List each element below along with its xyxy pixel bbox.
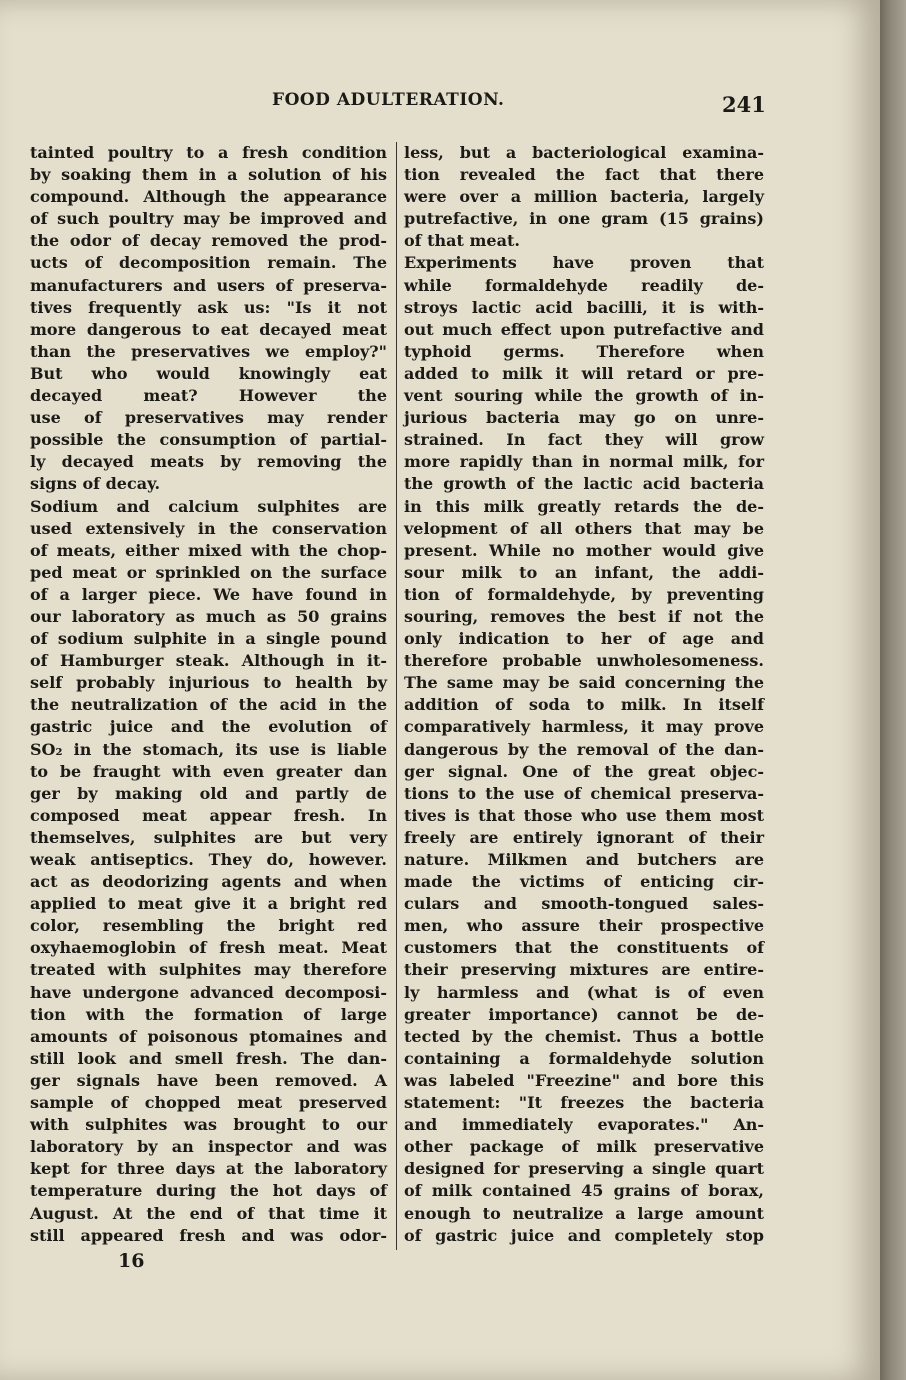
text-line: manufacturers and users of preserva-	[30, 275, 387, 295]
text-line: while formaldehyde readily de-	[404, 275, 764, 295]
text-line: still look and smell fresh. The dan-	[30, 1048, 387, 1068]
text-line: themselves, sulphites are but very	[30, 827, 387, 847]
page-edge	[880, 0, 906, 1380]
text-line: of Hamburger steak. Although in it-	[30, 651, 387, 671]
text-line: tainted poultry to a fresh condition	[30, 143, 387, 162]
text-line: were over a million bacteria, largely	[404, 187, 764, 207]
text-line: SO₂ in the stomach, its use is liable	[30, 739, 387, 759]
text-line: dangerous by the removal of the dan-	[404, 739, 764, 759]
text-line: men, who assure their prospective	[404, 916, 764, 936]
text-line: sample of chopped meat preserved	[30, 1093, 387, 1113]
text-line: freely are entirely ignorant of their	[404, 827, 764, 847]
text-line: present. While no mother would give	[404, 540, 764, 560]
text-line: to be fraught with even greater dan	[30, 761, 387, 781]
text-line: compound. Although the appearance	[30, 187, 387, 207]
text-line: kept for three days at the laboratory	[30, 1159, 387, 1179]
text-line: temperature during the hot days of	[30, 1181, 387, 1201]
text-line: statement: "It freezes the bacteria	[404, 1093, 764, 1113]
text-line: self probably injurious to health by	[30, 673, 387, 693]
text-line: signs of decay.	[30, 474, 161, 494]
text-line: strained. In fact they will grow	[404, 430, 764, 450]
running-header	[0, 88, 880, 118]
text-line: designed for preserving a single quart	[404, 1159, 764, 1179]
text-line: composed meat appear fresh. In	[30, 805, 387, 825]
text-line: putrefactive, in one gram (15 grains)	[404, 209, 764, 229]
text-line: tected by the chemist. Thus a bottle	[404, 1026, 764, 1046]
text-line: therefore probable unwholesomeness.	[404, 651, 764, 671]
signature-mark: 16	[118, 1250, 145, 1272]
text-line: more rapidly than in normal milk, for	[404, 452, 764, 472]
text-line: Experiments have proven that	[404, 253, 764, 273]
text-line: less, but a bacteriological examina-	[404, 143, 764, 162]
page-number: 241	[722, 92, 766, 117]
text-line: tives is that those who use them most	[404, 805, 764, 825]
text-line: velopment of all others that may be	[404, 518, 764, 538]
text-line: comparatively harmless, it may prove	[404, 717, 764, 737]
text-line: decayed meat? However the	[30, 386, 387, 406]
text-line: stroys lactic acid bacilli, it is with-	[404, 297, 764, 317]
text-line: culars and smooth-tongued sales-	[404, 894, 764, 914]
text-line: tives frequently ask us: "Is it not	[30, 297, 387, 317]
text-line: of a larger piece. We have found in	[30, 584, 387, 604]
text-line: enough to neutralize a large amount	[404, 1203, 764, 1223]
text-line: vent souring while the growth of in-	[404, 386, 764, 406]
text-line: But who would knowingly eat	[30, 363, 387, 383]
text-line: of that meat.	[404, 231, 520, 251]
text-line: tion of formaldehyde, by preventing	[404, 584, 764, 604]
text-line: with sulphites was brought to our	[30, 1115, 387, 1135]
text-line: the odor of decay removed the prod-	[30, 231, 387, 251]
text-line: and immediately evaporates." An-	[404, 1115, 764, 1135]
text-line: possible the consumption of partial-	[30, 430, 387, 450]
column-divider	[396, 142, 397, 1250]
text-line: amounts of poisonous ptomaines and	[30, 1026, 387, 1046]
text-line: tion with the formation of large	[30, 1004, 387, 1024]
text-line: the growth of the lactic acid bacteria	[404, 474, 764, 494]
text-line: have undergone advanced decomposi-	[30, 982, 387, 1002]
text-line: still appeared fresh and was odor-	[30, 1225, 387, 1245]
text-line: addition of soda to milk. In itself	[404, 695, 764, 715]
text-line: ger signal. One of the great objec-	[404, 761, 764, 781]
right-text-column	[404, 142, 764, 1247]
text-line: color, resembling the bright red	[30, 916, 387, 936]
text-line: the neutralization of the acid in the	[30, 695, 387, 715]
text-line: The same may be said concerning the	[404, 673, 764, 693]
text-line: in this milk greatly retards the de-	[404, 496, 764, 516]
text-line: ger signals have been removed. A	[30, 1070, 387, 1090]
text-line: of sodium sulphite in a single pound	[30, 629, 387, 649]
text-line: than the preservatives we employ?"	[30, 341, 387, 361]
text-line: their preserving mixtures are entire-	[404, 960, 764, 980]
text-line: tion revealed the fact that there	[404, 165, 764, 185]
text-line: gastric juice and the evolution of	[30, 717, 387, 737]
text-line: out much effect upon putrefactive and	[404, 319, 764, 339]
text-line: ucts of decomposition remain. The	[30, 253, 387, 273]
text-line: typhoid germs. Therefore when	[404, 341, 764, 361]
text-line: treated with sulphites may therefore	[30, 960, 387, 980]
text-line: ly harmless and (what is of even	[404, 982, 764, 1002]
text-line: weak antiseptics. They do, however.	[30, 850, 387, 869]
text-line: oxyhaemoglobin of fresh meat. Meat	[30, 938, 387, 958]
text-line: only indication to her of age and	[404, 629, 764, 649]
text-line: made the victims of enticing cir-	[404, 872, 764, 892]
text-line: souring, removes the best if not the	[404, 606, 764, 626]
running-title: FOOD ADULTERATION.	[272, 90, 505, 110]
text-line: nature. Milkmen and butchers are	[404, 850, 764, 869]
text-line: of such poultry may be improved and	[30, 209, 387, 229]
text-line: containing a formaldehyde solution	[404, 1048, 764, 1068]
text-line: was labeled "Freezine" and bore this	[404, 1070, 764, 1090]
text-line: applied to meat give it a bright red	[30, 894, 387, 914]
text-line: August. At the end of that time it	[30, 1203, 387, 1223]
text-line: customers that the constituents of	[404, 938, 764, 958]
text-line: used extensively in the conservation	[30, 518, 387, 538]
text-line: tions to the use of chemical preserva-	[404, 783, 764, 803]
text-line: more dangerous to eat decayed meat	[30, 319, 387, 339]
text-line: act as deodorizing agents and when	[30, 872, 387, 892]
text-line: of milk contained 45 grains of borax,	[404, 1181, 764, 1201]
text-line: by soaking them in a solution of his	[30, 165, 387, 185]
left-text-column	[30, 142, 387, 1247]
text-line: ly decayed meats by removing the	[30, 452, 387, 472]
text-line: of gastric juice and completely stop	[404, 1225, 764, 1245]
text-line: added to milk it will retard or pre-	[404, 363, 764, 383]
text-line: ger by making old and partly de	[30, 783, 387, 803]
text-line: our laboratory as much as 50 grains	[30, 606, 387, 626]
text-line: other package of milk preservative	[404, 1137, 764, 1157]
text-line: laboratory by an inspector and was	[30, 1137, 387, 1157]
text-line: sour milk to an infant, the addi-	[404, 562, 764, 582]
text-line: Sodium and calcium sulphites are	[30, 496, 387, 516]
text-line: of meats, either mixed with the chop-	[30, 540, 387, 560]
text-line: jurious bacteria may go on unre-	[404, 408, 764, 428]
text-line: ped meat or sprinkled on the surface	[30, 562, 387, 582]
text-line: use of preservatives may render	[30, 408, 387, 428]
text-line: greater importance) cannot be de-	[404, 1004, 764, 1024]
